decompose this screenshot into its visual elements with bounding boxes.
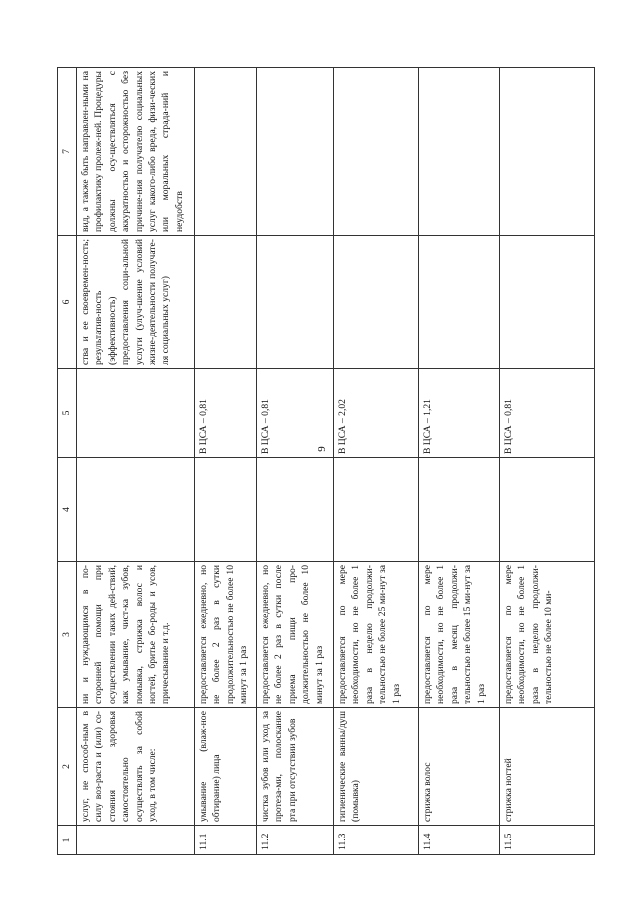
table-row xyxy=(257,68,334,855)
table-row xyxy=(195,68,257,855)
service-norm: В ЦСА – 2,02 xyxy=(334,369,419,458)
row-number: 11.5 xyxy=(500,826,595,855)
table-cell xyxy=(195,236,257,369)
service-name: умывание (влаж-ное обтирание) лица xyxy=(195,708,257,826)
table-cell xyxy=(500,68,595,236)
header-cell-2: 2 xyxy=(58,708,77,826)
service-name: стрижка волос xyxy=(419,708,500,826)
table-cell xyxy=(257,458,334,562)
table-cell xyxy=(334,458,419,562)
header-cell-7: 7 xyxy=(58,68,77,236)
table-cell xyxy=(334,68,419,236)
table-cell xyxy=(419,236,500,369)
service-norm: В ЦСА – 0,81 xyxy=(195,369,257,458)
service-description: предоставляется по мере необходимости, но не более 1 раза в неделю продолжи-тельностью не более 10 ми- xyxy=(500,562,595,708)
table-row xyxy=(419,68,500,855)
table-cell xyxy=(500,458,595,562)
table-cell xyxy=(419,68,500,236)
service-description: предоставляется ежедневно, но не более 2 раз в сутки после приема пищи про-должительностью не более 10 минут за 1 раз xyxy=(257,562,334,708)
row-number: 11.1 xyxy=(195,826,257,855)
service-norm: В ЦСА – 0,81 xyxy=(257,369,334,458)
service-name: чистка зубов или уход за протеза-ми, полоскание рта при отсутствии зубов xyxy=(257,708,334,826)
header-cell-3: 3 xyxy=(58,562,77,708)
service-description: предоставляется по мере необходимости, но не более 1 раза в месяц продолжи-тельностью не более 15 ми-нут за 1 раз xyxy=(419,562,500,708)
table-cell xyxy=(334,236,419,369)
header-cell-4: 4 xyxy=(58,458,77,562)
table-cell xyxy=(77,826,195,855)
row-number: 11.4 xyxy=(419,826,500,855)
table-cell xyxy=(500,236,595,369)
header-row xyxy=(58,68,77,855)
service-norm: В ЦСА – 0,81 xyxy=(500,369,595,458)
service-description: предоставляется по мере необходимости, но не более 1 раза в неделю продолжи-тельностью не более 25 ми-нут за 1 раз xyxy=(334,562,419,708)
table-cell: вид, а также быть направлен-ными на профилактику пролеж-ней. Процедуры должны осу-ществляться с аккуратностью и осторожностью без причине-ния получателю социальных услуг какого-либо вреда, физи-ческих или моральных страда-ний и неудобств xyxy=(77,68,195,236)
header-cell-5: 5 xyxy=(58,369,77,458)
row-number: 11.3 xyxy=(334,826,419,855)
table-cell: услуг, не способ-ным в силу воз-раста и (или) со-стояния здоровья самостоятельно осуществлять за собой уход, в том числе: xyxy=(77,708,195,826)
service-name: стрижка ногтей xyxy=(500,708,595,826)
rotated-table-container xyxy=(57,68,589,855)
table-row xyxy=(334,68,419,855)
table-row xyxy=(500,68,595,855)
service-norm: В ЦСА – 1,21 xyxy=(419,369,500,458)
header-cell-1: 1 xyxy=(58,826,77,855)
services-table xyxy=(57,67,595,855)
table-cell: ни и нуждающимся в по-сторонней помощи при осуществлении таких дей-ствий, как умывание, чист-ка зубов, помывка, стрижка волос и ногтей, бритье бо-роды и усов, причесывание и т.д. xyxy=(77,562,195,708)
table-cell xyxy=(257,68,334,236)
row-number: 11.2 xyxy=(257,826,334,855)
service-name: гигиенические ванны/душ (помывка) xyxy=(334,708,419,826)
continuation-row xyxy=(77,68,195,855)
table-cell: ства и ее своевремен-ность; результатив-ность (эффективность) предоставления соци-альной услуги (улуч-шение условий жизне-деятельности получате-ля социальных услуг) xyxy=(77,236,195,369)
table-cell xyxy=(77,458,195,562)
table-cell xyxy=(195,458,257,562)
table-cell xyxy=(195,68,257,236)
table-cell xyxy=(77,369,195,458)
table-cell xyxy=(257,236,334,369)
page-number: 9 xyxy=(316,446,328,452)
header-cell-6: 6 xyxy=(58,236,77,369)
table-cell xyxy=(419,458,500,562)
service-description: предоставляется ежедневно, но не более 2 раз в сутки продолжительностью не более 10 минут за 1 раз xyxy=(195,562,257,708)
